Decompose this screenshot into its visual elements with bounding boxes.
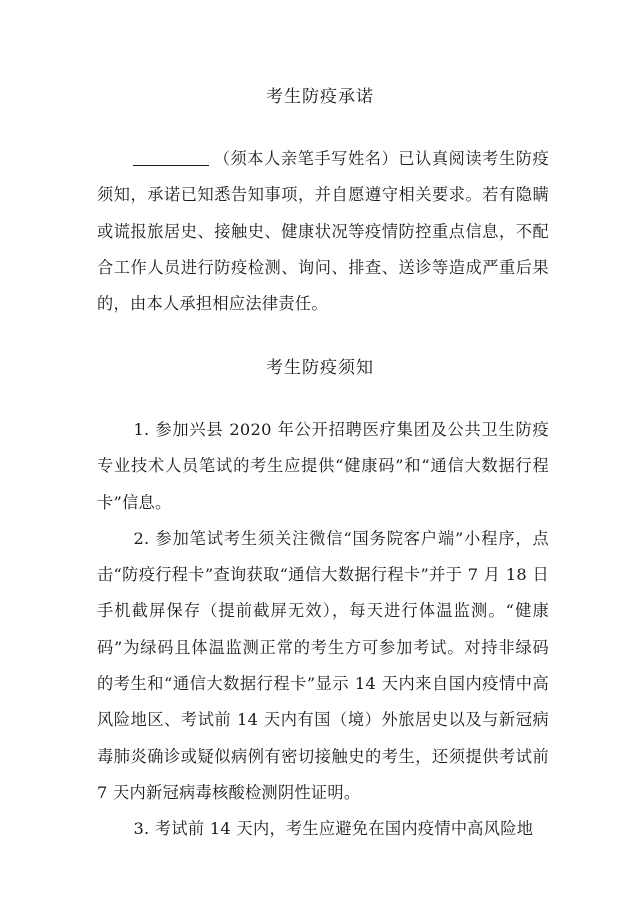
pledge-title: 考生防疫承诺 bbox=[266, 87, 374, 107]
notice-section bbox=[97, 412, 549, 848]
notice-item-3: 3. 考试前 14 天内，考生应避免在国内疫情中高风险地 bbox=[133, 819, 534, 839]
notice-item-2: 2. 参加笔试考生须关注微信“国务院客户端”小程序，点击“防疫行程卡”查询获取“通信大数据行程卡”并于 7 月 18 日手机截屏保存（提前截屏无效），每天进行体温监测。“健康码”为绿码且体温监测正常的考生方可参加考试。对持非绿码的考生和“通信大数据行程卡”显示 14 天内来自国内疫情中高风险地区、考试前 14 天内有国（境）外旅居史以及与新冠病毒肺炎确诊或疑似病例有密切接触史的考生，还须提供考试前 7 天内新冠病毒核酸检测阴性证明。 bbox=[97, 528, 549, 802]
pledge-section bbox=[97, 141, 549, 322]
notice-title: 考生防疫须知 bbox=[266, 358, 374, 378]
pledge-paragraph bbox=[97, 141, 549, 322]
notice-item-1: 1. 参加兴县 2020 年公开招聘医疗集团及公共卫生防疫专业技术人员笔试的考生应提供“健康码”和“通信大数据行程卡”信息。 bbox=[97, 420, 549, 512]
signature-blank bbox=[133, 147, 209, 166]
pledge-text: （须本人亲笔手写姓名）已认真阅读考生防疫须知，承诺已知悉告知事项，并自愿遵守相关要求。若有隐瞒或谎报旅居史、接触史、健康状况等疫情防控重点信息，不配合工作人员进行防疫检测、询问、排查、送诊等造成严重后果的，由本人承担相应法律责任。 bbox=[97, 149, 549, 314]
